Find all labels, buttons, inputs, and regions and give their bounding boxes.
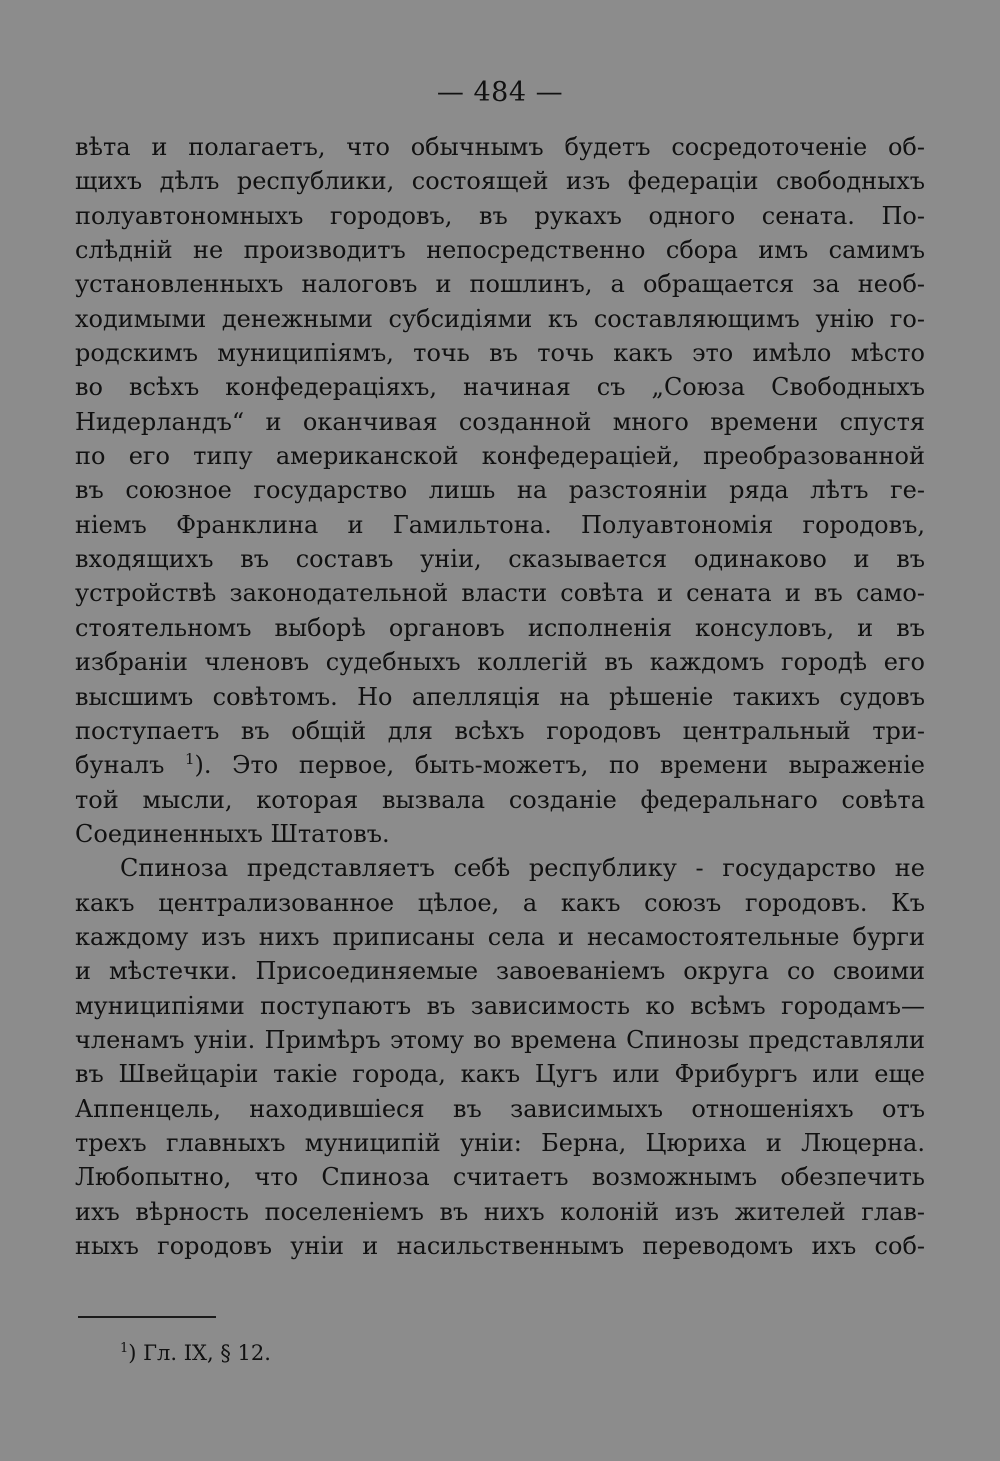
text-segment: ). Это первое, быть-можетъ, по времени выраженіе — [194, 751, 925, 780]
text-line: въ союзное государство лишь на разстояніи ряда лѣтъ ге- — [75, 476, 925, 505]
text-line: Аппенцель, находившіеся въ зависимыхъ отношеніяхъ отъ — [75, 1094, 925, 1123]
text-line: какъ централизованное цѣлое, а какъ союзъ городовъ. Къ — [75, 888, 925, 917]
text-line: ходимыми денежными субсидіями къ составляющимъ унію го- — [75, 304, 925, 333]
text-line: той мысли, которая вызвала созданіе федеральнаго совѣта — [75, 785, 925, 814]
text-line: ніемъ Франклина и Гамильтона. Полуавтономія городовъ, — [75, 510, 925, 539]
text-line: вѣта и полагаетъ, что обычнымъ будетъ сосредоточеніе об- — [75, 133, 925, 161]
text-line-with-note — [75, 748, 925, 782]
text-line: высшимъ совѣтомъ. Но апелляція на рѣшеніе такихъ судовъ — [75, 682, 925, 711]
text-line: членамъ уніи. Примѣръ этому во времена Спинозы представляли — [75, 1025, 925, 1054]
text-line: стоятельномъ выборѣ органовъ исполненія консуловъ, и въ — [75, 613, 925, 642]
text-line: входящихъ въ составъ уніи, сказывается одинаково и въ — [75, 545, 925, 574]
text-line: поступаетъ въ общій для всѣхъ городовъ центральный три- — [75, 716, 925, 745]
page-number: — 484 — — [436, 77, 564, 108]
text-line: во всѣхъ конфедераціяхъ, начиная съ „Союза Свободныхъ — [75, 373, 925, 402]
body-text — [75, 130, 925, 1263]
text-line: трехъ главныхъ муниципій уніи: Берна, Цюриха и Люцерна. — [75, 1128, 925, 1157]
text-line: каждому изъ нихъ приписаны села и несамостоятельные бурги — [75, 922, 925, 951]
text-line: Спиноза представляетъ себѣ республику - государство не — [120, 854, 925, 883]
text-line: по его типу американской конфедераціей, преобразованной — [75, 442, 925, 471]
footnote-text: ) Гл. IX, § 12. — [128, 1341, 271, 1365]
text-line: ихъ вѣрность поселеніемъ въ нихъ колоній изъ жителей глав- — [75, 1197, 925, 1226]
text-line: Нидерландъ“ и оканчивая созданной много времени спустя — [75, 407, 925, 436]
text-line: слѣдній не производитъ непосредственно сбора имъ самимъ — [75, 236, 925, 265]
text-line: установленныхъ налоговъ и пошлинъ, а обращается за необ- — [75, 270, 925, 299]
text-line: въ Швейцаріи такіе города, какъ Цугъ или Фрибургъ или еще — [75, 1060, 925, 1089]
text-line: Любопытно, что Спиноза считаетъ возможнымъ обезпечить — [75, 1163, 925, 1192]
footnote-marker: 1 — [120, 1341, 129, 1356]
text-line: муниципіями поступаютъ въ зависимость ко всѣмъ городамъ— — [75, 991, 925, 1020]
footnote-divider — [78, 1316, 216, 1318]
text-line: и мѣстечки. Присоединяемые завоеваніемъ округа со своими — [75, 957, 925, 986]
footnote-reference[interactable]: 1 — [185, 750, 195, 769]
footnote — [120, 1338, 271, 1368]
text-line: устройствѣ законодательной власти совѣта и сената и въ само- — [75, 579, 925, 608]
text-segment: буналъ — [75, 751, 165, 780]
text-line: полуавтономныхъ городовъ, въ рукахъ одного сената. По- — [75, 201, 925, 230]
text-line: родскимъ муниципіямъ, точь въ точь какъ это имѣло мѣсто — [75, 339, 925, 368]
text-line: щихъ дѣлъ республики, состоящей изъ федераціи свободныхъ — [75, 167, 925, 196]
text-line: ныхъ городовъ уніи и насильственнымъ переводомъ ихъ соб- — [75, 1232, 925, 1260]
text-line: избраніи членовъ судебныхъ коллегій въ каждомъ городѣ его — [75, 648, 925, 677]
text-line: Соединенныхъ Штатовъ. — [75, 819, 390, 848]
